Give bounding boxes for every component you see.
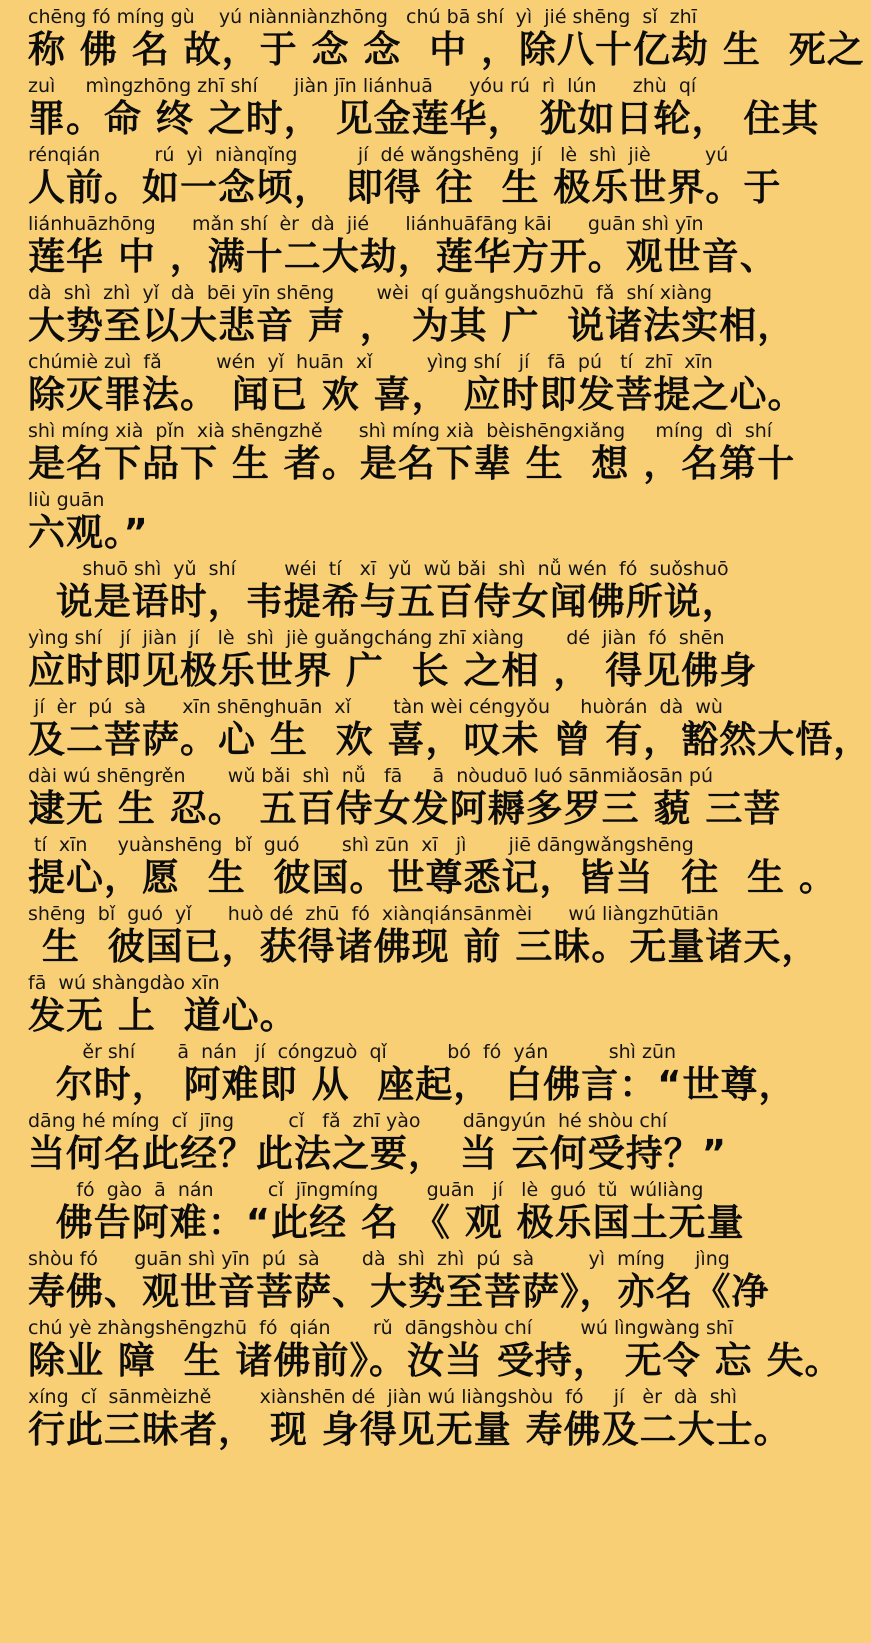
text-line (28, 901, 820, 969)
chinese-text: 称 佛 名 故，于 念 念 中 ，除八十亿劫 生 死之 (28, 28, 865, 71)
pinyin-annotation: dà shì zhì yǐ dà bēi yīn shēng wèi qí guǎngshuōzhū fǎ shí xiàng (28, 282, 713, 304)
pinyin-annotation: ěr shí ā nán jí cóngzuò qǐ bó fó yán shì zūn (28, 1041, 677, 1063)
chinese-text: 行此三昧者， 现 身得见无量 寿佛及二大士。 (28, 1408, 792, 1451)
chinese-text: 寿佛、观世音菩萨、大势至菩萨》，亦名《净 (28, 1270, 770, 1313)
pinyin-annotation: dài wú shēngrěn wǔ bǎi shì nǚ fā ā nòuduō luó sānmiǎosān pú (28, 765, 714, 787)
pinyin-annotation: shì míng xià pǐn xià shēngzhě shì míng xià bèishēngxiǎng míng dì shí (28, 420, 773, 442)
pinyin-annotation: tí xīn yuànshēng bǐ guó shì zūn xī jì jiē dāngwǎngshēng (28, 834, 694, 856)
chinese-text: 罪。命 终 之时， 见金莲华， 犹如日轮， 住其 (28, 97, 820, 140)
text-line (28, 487, 766, 555)
chinese-text: 尔时， 阿难即 从 座起， 白佛言：“世尊， (28, 1063, 797, 1106)
chinese-text: 除业 障 生 诸佛前》。汝当 受持， 无令 忘 失。 (28, 1339, 843, 1382)
text-line (28, 73, 820, 141)
pinyin-annotation: chú yè zhàngshēngzhū fó qián rǔ dāngshòu chí wú lìngwàng shī (28, 1317, 734, 1339)
pinyin-annotation: xíng cǐ sānmèizhě xiànshēn dé jiàn wú liàngshòu fó jí èr dà shì (28, 1386, 738, 1408)
text-line (28, 418, 796, 486)
text-line (28, 1108, 766, 1176)
text-line (28, 694, 871, 762)
text-line (28, 970, 766, 1038)
chinese-text: 六观。” (28, 511, 149, 554)
chinese-text: 莲华 中 ，满十二大劫，莲华方开。观世音、 (28, 235, 778, 278)
pinyin-annotation: shuō shì yǔ shí wéi tí xī yǔ wǔ bǎi shì nǚ wén fó suǒshuō (28, 558, 729, 580)
chinese-text: 及二菩萨。心 生 欢 喜，叹未 曾 有，豁然大悟， (28, 718, 871, 761)
text-line (28, 625, 766, 693)
pinyin-annotation: dāng hé míng cǐ jīng cǐ fǎ zhī yào dāngyún hé shòu chí (28, 1110, 668, 1132)
pinyin-annotation: chúmiè zuì fǎ wén yǐ huān xǐ yìng shí jí fā pú tí zhī xīn (28, 351, 713, 373)
text-line (28, 1039, 797, 1107)
pinyin-annotation: fó gào ā nán cǐ jīngmíng guān jí lè guó tǔ wúliàng (28, 1179, 704, 1201)
pinyin-annotation: fā wú shàngdào xīn (28, 972, 220, 994)
chinese-text: 应时即见极乐世界 广 长 之相 ， 得见佛身 (28, 649, 758, 692)
pinyin-annotation: liù guān (28, 489, 105, 511)
pinyin-annotation: chēng fó míng gù yú niànniànzhōng chú bā shí yì jié shēng sǐ zhī (28, 6, 697, 28)
text-line (28, 1246, 770, 1314)
text-line (28, 211, 778, 279)
chinese-text: 除灭罪法。 闻已 欢 喜， 应时即发菩提之心。 (28, 373, 806, 416)
chinese-text: 说是语时，韦提希与五百侍女闻佛所说， (28, 580, 740, 623)
chinese-text: 发无 上 道心。 (28, 994, 298, 1037)
text-line (28, 556, 766, 624)
chinese-text: 提心，愿 生 彼国。世尊悉记，皆当 往 生 。 (28, 856, 837, 899)
chinese-text: 佛告阿难：“此经 名 《 观 极乐国土无量 (28, 1201, 745, 1244)
text-line (28, 1384, 792, 1452)
text-line (28, 349, 806, 417)
chinese-text: 当何名此经？此法之要， 当 云何受持？” (28, 1132, 728, 1175)
chinese-text: 逮无 生 忍。 五百侍女发阿耨多罗三 藐 三菩 (28, 787, 782, 830)
text-line (28, 832, 837, 900)
chinese-text: 人前。如一念顷， 即得 往 生 极乐世界。于 (28, 166, 782, 209)
text-line (28, 1315, 843, 1383)
pinyin-annotation: liánhuāzhōng mǎn shí èr dà jié liánhuāfāng kāi guān shì yīn (28, 213, 704, 235)
text-line (28, 280, 796, 348)
pinyin-annotation: jí èr pú sà xīn shēnghuān xǐ tàn wèi céngyǒu huòrán dà wù (28, 696, 723, 718)
text-line (28, 4, 865, 72)
chinese-text: 生 彼国已，获得诸佛现 前 三昧。无量诸天， (28, 925, 820, 968)
pinyin-annotation: zuì mìngzhōng zhī shí jiàn jīn liánhuā yóu rú rì lún zhù qí (28, 75, 697, 97)
pinyin-annotation: shēng bǐ guó yǐ huò dé zhū fó xiànqiánsānmèi wú liàngzhūtiān (28, 903, 719, 925)
pinyin-annotation: shòu fó guān shì yīn pú sà dà shì zhì pú sà yì míng jìng (28, 1248, 730, 1270)
chinese-text: 大势至以大悲音 声 ， 为其 广 说诸法实相， (28, 304, 796, 347)
line-gap (28, 1452, 766, 1453)
pinyin-annotation: yìng shí jí jiàn jí lè shì jiè guǎngcháng zhī xiàng dé jiàn fó shēn (28, 627, 725, 649)
chinese-text: 是名下品下 生 者。是名下辈 生 想 ，名第十 (28, 442, 796, 485)
text-line (28, 1177, 766, 1245)
text-line (28, 763, 782, 831)
pinyin-annotation: rénqián rú yì niànqǐng jí dé wǎngshēng jí lè shì jiè yú (28, 144, 729, 166)
text-line (28, 142, 782, 210)
